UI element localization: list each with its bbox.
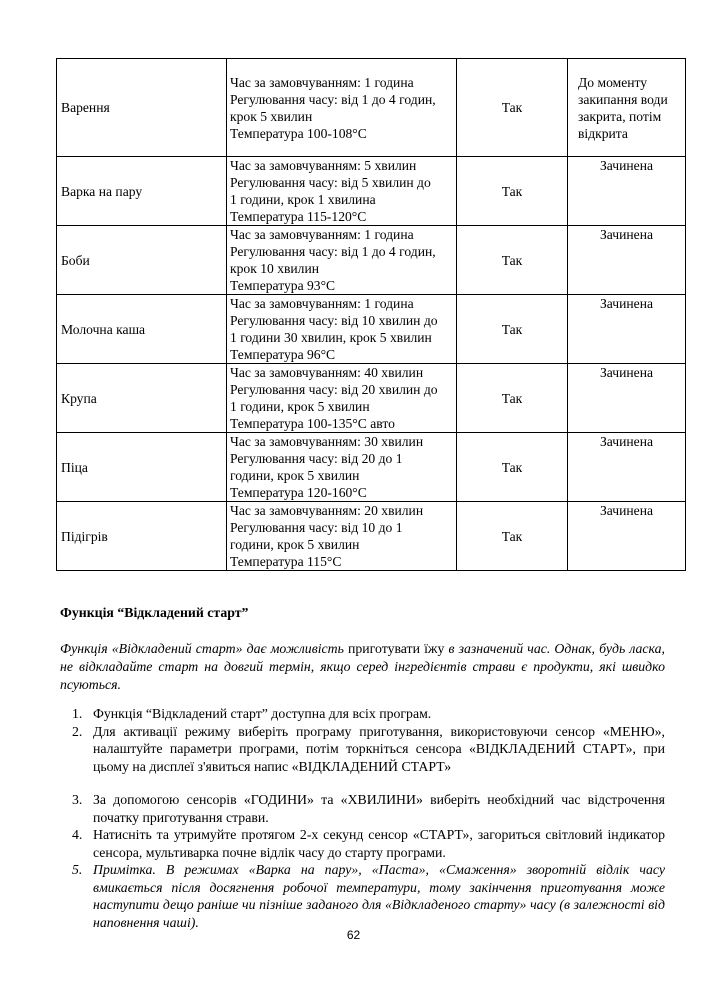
- list-item: 4. Натисніть та утримуйте протягом 2-х секунд сенсор «СТАРТ», загориться світловий індикатор сенсора, мультиварка почне відлік часу до старту програми.: [72, 827, 665, 860]
- mode-details: Час за замовчуванням: 5 хвилин Регулювання часу: від 5 хвилин до 1 години, крок 1 хвилина Температура 115-120°С: [227, 157, 457, 226]
- mode-lid-state: Зачинена: [568, 364, 686, 433]
- table-row: [57, 364, 686, 433]
- mode-name: Молочна каша: [57, 295, 227, 364]
- mode-lid-state: До моменту закипання води закрита, потім відкрита: [568, 59, 686, 157]
- list-item: 1. Функція “Відкладений старт” доступна для всіх програм.: [72, 706, 432, 721]
- mode-details: Час за замовчуванням: 1 година Регулювання часу: від 1 до 4 годин, крок 5 хвилин Температура 100-108°С: [227, 59, 457, 157]
- mode-details: Час за замовчуванням: 1 година Регулювання часу: від 10 хвилин до 1 години 30 хвилин, крок 5 хвилин Температура 96°С: [227, 295, 457, 364]
- mode-delay-start: Так: [457, 226, 568, 295]
- mode-details: Час за замовчуванням: 30 хвилин Регулювання часу: від 20 до 1 години, крок 5 хвилин Температура 120-160°С: [227, 433, 457, 502]
- mode-lid-state: Зачинена: [568, 502, 686, 571]
- section-intro: Функція «Відкладений старт» дає можливість приготувати їжу в зазначений час. Однак, будь ласка, не відкладайте старт на довгий термін, якщо серед інгредієнтів страви є продукти, які швидко псуються.: [60, 641, 665, 692]
- mode-lid-state: Зачинена: [568, 433, 686, 502]
- page-number: 62: [346, 928, 361, 942]
- mode-details: Час за замовчуванням: 20 хвилин Регулювання часу: від 10 до 1 години, крок 5 хвилин Температура 115°С: [227, 502, 457, 571]
- mode-delay-start: Так: [457, 502, 568, 571]
- cooking-modes-table: [56, 58, 686, 571]
- mode-delay-start: Так: [457, 295, 568, 364]
- table-row: [57, 59, 686, 157]
- mode-delay-start: Так: [457, 59, 568, 157]
- mode-lid-state: Зачинена: [568, 295, 686, 364]
- mode-name: Підігрів: [57, 502, 227, 571]
- table-row: [57, 433, 686, 502]
- mode-details: Час за замовчуванням: 1 година Регулювання часу: від 1 до 4 годин, крок 10 хвилин Температура 93°С: [227, 226, 457, 295]
- table-row: [57, 157, 686, 226]
- mode-name: Варення: [57, 59, 227, 157]
- list-item: 2. Для активації режиму виберіть програму приготування, використовуючи сенсор «МЕНЮ», налаштуйте параметри програми, потім торкніться сенсора «ВІДКЛАДЕНИЙ СТАРТ», при цьому на дисплеї з'явиться напис «ВІДКЛАДЕНИЙ СТАРТ»: [72, 723, 665, 774]
- steps-list: [60, 705, 665, 775]
- table-row: [57, 502, 686, 571]
- mode-lid-state: Зачинена: [568, 226, 686, 295]
- mode-name: Крупа: [57, 364, 227, 433]
- mode-name: Варка на пару: [57, 157, 227, 226]
- mode-delay-start: Так: [457, 433, 568, 502]
- table-row: [57, 295, 686, 364]
- steps-list-continued: [60, 791, 665, 931]
- table-row: [57, 226, 686, 295]
- mode-lid-state: Зачинена: [568, 157, 686, 226]
- list-item: 3. За допомогою сенсорів «ГОДИНИ» та «ХВИЛИНИ» виберіть необхідний час відстрочення початку приготування страви.: [72, 792, 665, 825]
- mode-delay-start: Так: [457, 157, 568, 226]
- mode-name: Піца: [57, 433, 227, 502]
- mode-delay-start: Так: [457, 364, 568, 433]
- section-heading: Функція “Відкладений старт”: [60, 605, 249, 620]
- list-item: 5. Примітка. В режимах «Варка на пару», «Паста», «Смаження» зворотній відлік часу вмикається після досягнення робочої температури, тому закінчення приготування може наступити дещо раніше чи пізніше заданого для «Відкладеного старту» часу (в залежності від наповнення чаші).: [72, 862, 665, 930]
- mode-name: Боби: [57, 226, 227, 295]
- mode-details: Час за замовчуванням: 40 хвилин Регулювання часу: від 20 хвилин до 1 години, крок 5 хвилин Температура 100-135°С авто: [227, 364, 457, 433]
